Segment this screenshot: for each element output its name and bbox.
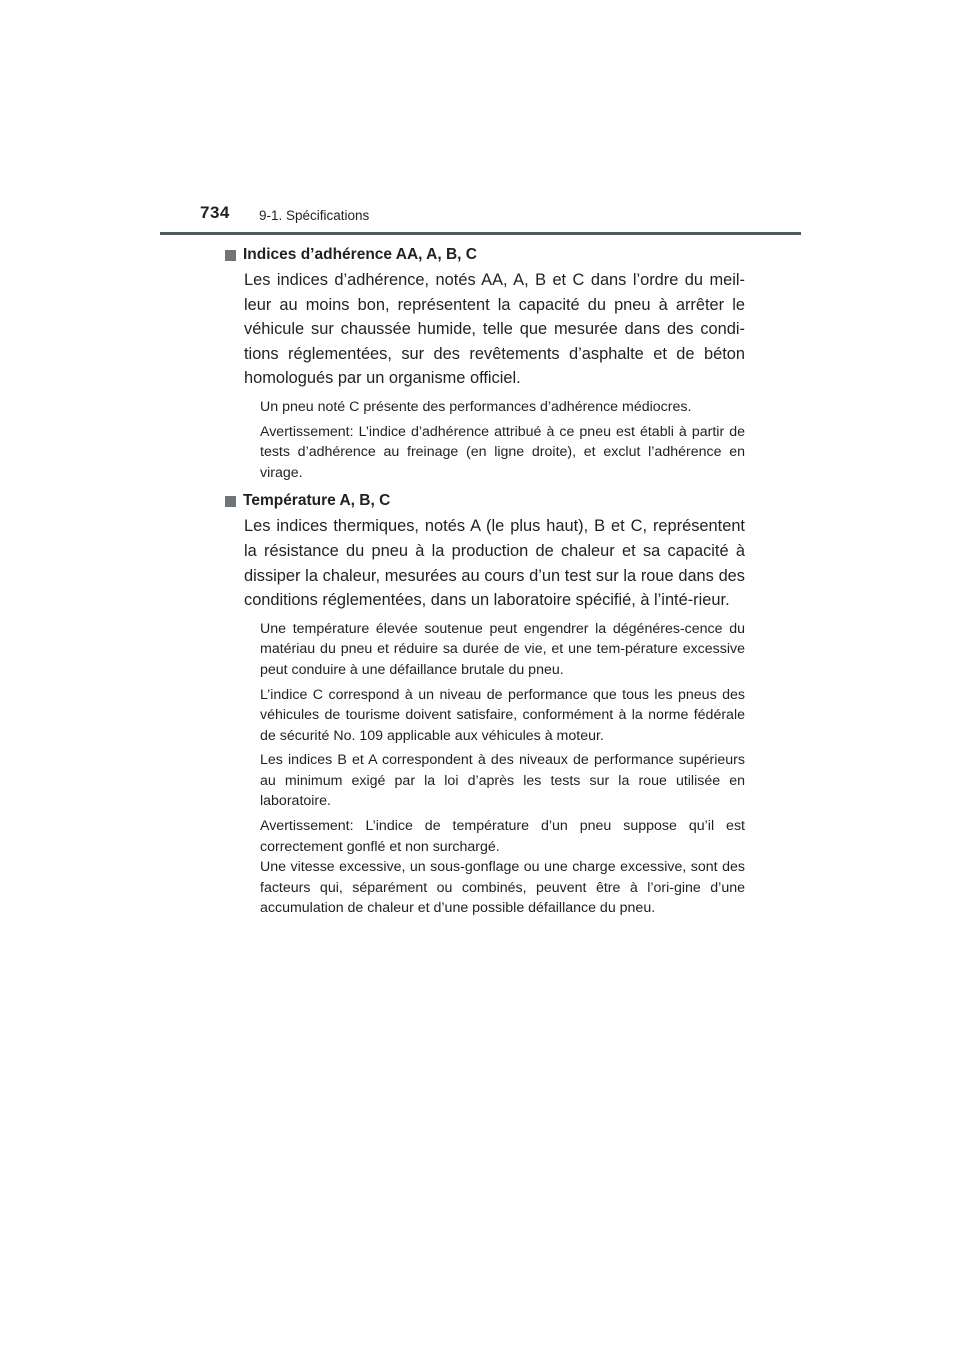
square-bullet-icon <box>225 496 236 507</box>
body-paragraph: Les indices d’adhérence, notés AA, A, B et C dans l’ordre du meil-leur au moins bon, représentent la capacité du pneu à arrêter le véhicule sur chaussée humide, telle que mesurée dans des condi-tions réglementées, sur des revêtements d’asphalte et de béton homologués par un organisme officiel. <box>244 271 745 388</box>
section-adherence <box>225 243 745 483</box>
note-paragraph: Avertissement: L’indice d’adhérence attribué à ce pneu est établi à partir de tests d’adhérence au freinage (en ligne droite), et exclut l’adhérence en virage. <box>260 423 745 481</box>
section-heading <box>225 243 745 267</box>
section-heading <box>225 489 745 513</box>
note-paragraph: Une vitesse excessive, un sous-gonflage ou une charge excessive, sont des facteurs qui, séparément ou combinés, peuvent être à l’ori-gine d’une accumulation de chaleur et d’une possible défaillance du pneu. <box>260 859 745 917</box>
note-paragraph: Une température élevée soutenue peut engendrer la dégénéres-cence du matériau du pneu et réduire sa durée de vie, et une tem-pérature excessive peut conduire à une défaillance brutale du pneu. <box>260 620 745 678</box>
page-number: 734 <box>200 203 230 222</box>
section-title: 9-1. Spécifications <box>259 208 370 223</box>
header-rule <box>160 232 801 235</box>
heading-text: Température A, B, C <box>243 492 391 510</box>
note-paragraph: Avertissement: L’indice de température d’un pneu suppose qu’il est correctement gonflé et non surchargé. <box>260 818 745 855</box>
note-paragraph: L’indice C correspond à un niveau de performance que tous les pneus des véhicules de tourisme doivent satisfaire, conformément à la norme fédérale de sécurité No. 109 applicable aux véhicules à moteur. <box>260 686 745 744</box>
body-paragraph: Les indices thermiques, notés A (le plus haut), B et C, représentent la résistance du pneu à la production de chaleur et sa capacité à dissiper la chaleur, mesurées au cours d’un test sur la roue dans des conditions réglementées, dans un laboratoire spécifié, à l’inté-rieur. <box>244 517 745 610</box>
note-paragraph: Les indices B et A correspondent à des niveaux de performance supérieurs au minimum exigé par la loi d’après les tests sur la roue utilisée en laboratoire. <box>260 752 745 810</box>
section-temperature <box>225 489 745 919</box>
note-paragraph: Un pneu noté C présente des performances d’adhérence médiocres. <box>260 398 692 415</box>
square-bullet-icon <box>225 250 236 261</box>
heading-text: Indices d’adhérence AA, A, B, C <box>243 246 477 263</box>
page-content <box>225 243 745 919</box>
page-header <box>160 200 801 236</box>
